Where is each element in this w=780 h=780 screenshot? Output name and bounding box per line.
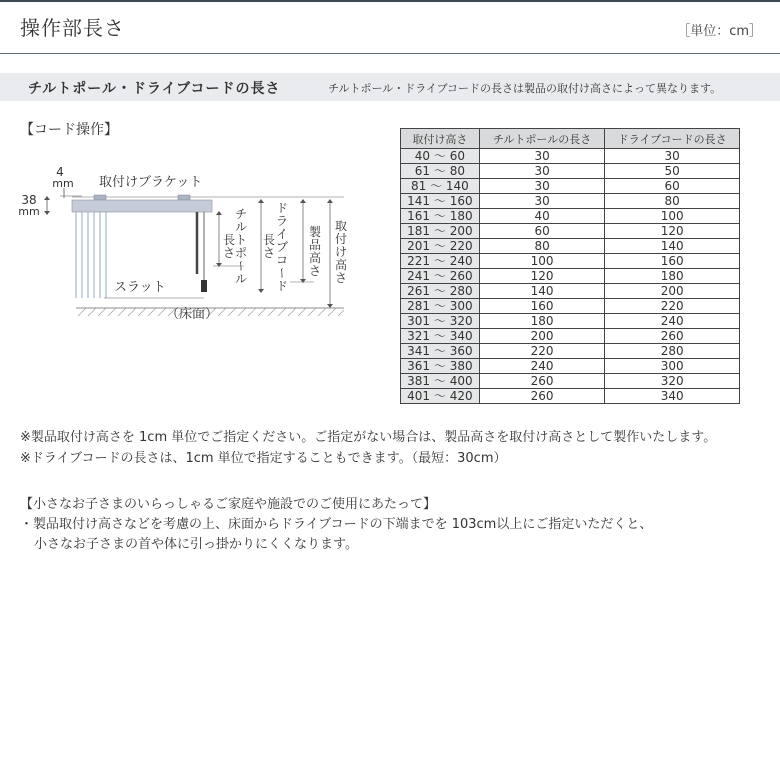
cell-tilt: 80 bbox=[479, 239, 605, 254]
svg-text:取: 取 bbox=[335, 219, 348, 233]
bracket-label: 取付けブラケット bbox=[99, 175, 203, 190]
cell-range: 321 ～ 340 bbox=[401, 329, 480, 344]
cell-range: 341 ～ 360 bbox=[401, 344, 480, 359]
cell-cord: 160 bbox=[605, 254, 740, 269]
table-row bbox=[401, 149, 740, 164]
table-row bbox=[401, 389, 740, 404]
bracket-right bbox=[178, 195, 190, 200]
cell-tilt: 260 bbox=[479, 389, 605, 404]
cell-range: 81 ～ 140 bbox=[401, 179, 480, 194]
cell-range: 241 ～ 260 bbox=[401, 269, 480, 284]
cell-tilt: 40 bbox=[479, 209, 605, 224]
table-row bbox=[401, 164, 740, 179]
section-label-cord-operation: 【コード操作】 bbox=[20, 122, 118, 138]
cell-cord: 100 bbox=[605, 209, 740, 224]
cell-tilt: 30 bbox=[479, 179, 605, 194]
table-row bbox=[401, 299, 740, 314]
header-mount-height: 取付け高さ bbox=[401, 129, 480, 149]
cell-range: 281 ～ 300 bbox=[401, 299, 480, 314]
svg-text:ル: ル bbox=[235, 272, 248, 286]
svg-text:ー: ー bbox=[234, 260, 248, 273]
svg-text:ー: ー bbox=[275, 267, 289, 280]
cell-cord: 140 bbox=[605, 239, 740, 254]
slats bbox=[76, 212, 106, 298]
cell-cord: 80 bbox=[605, 194, 740, 209]
cell-range: 361 ～ 380 bbox=[401, 359, 480, 374]
cell-tilt: 60 bbox=[479, 224, 605, 239]
cell-range: 181 ～ 200 bbox=[401, 224, 480, 239]
cell-range: 40 ～ 60 bbox=[401, 149, 480, 164]
svg-text:ド: ド bbox=[276, 201, 289, 215]
svg-text:コ: コ bbox=[276, 253, 289, 267]
table-row bbox=[401, 344, 740, 359]
cord-tassel bbox=[201, 280, 207, 292]
svg-text:ラ: ラ bbox=[276, 214, 289, 228]
svg-text:さ: さ bbox=[309, 264, 322, 278]
svg-text:ト: ト bbox=[235, 233, 248, 247]
cell-tilt: 30 bbox=[479, 194, 605, 209]
cell-cord: 180 bbox=[605, 269, 740, 284]
table-row bbox=[401, 194, 740, 209]
svg-text:長: 長 bbox=[223, 233, 236, 247]
dim-38-unit: mm bbox=[18, 205, 40, 218]
mount-height-label bbox=[335, 219, 347, 285]
cell-cord: 340 bbox=[605, 389, 740, 404]
safety-line-2: 小さなお子さまの首や体に引っ掛かりにくくなります。 bbox=[34, 537, 358, 552]
cell-tilt: 260 bbox=[479, 374, 605, 389]
table-row bbox=[401, 179, 740, 194]
cell-cord: 30 bbox=[605, 149, 740, 164]
table-row bbox=[401, 359, 740, 374]
dim-4-unit: mm bbox=[52, 177, 74, 190]
safety-line-1: ・製品取付け高さなどを考慮の上、床面からドライブコードの下端までを 103cm以上にご指定いただくと、 bbox=[20, 517, 653, 532]
bracket-left bbox=[94, 195, 106, 200]
cell-tilt: 240 bbox=[479, 359, 605, 374]
band-note: チルトポール・ドライブコードの長さは製品の取付け高さによって異なります。 bbox=[328, 82, 722, 95]
cell-cord: 50 bbox=[605, 164, 740, 179]
cell-tilt: 30 bbox=[479, 149, 605, 164]
cell-tilt: 200 bbox=[479, 329, 605, 344]
cell-cord: 200 bbox=[605, 284, 740, 299]
svg-text:ポ: ポ bbox=[235, 246, 248, 260]
table-row bbox=[401, 284, 740, 299]
band-title: チルトポール・ドライブコードの長さ bbox=[28, 81, 281, 97]
svg-text:高: 高 bbox=[309, 251, 322, 265]
svg-text:チ: チ bbox=[235, 207, 248, 221]
cell-range: 161 ～ 180 bbox=[401, 209, 480, 224]
product-height-label bbox=[309, 224, 321, 278]
svg-text:付: 付 bbox=[335, 232, 348, 246]
drive-cord-label bbox=[275, 201, 289, 293]
length-table bbox=[400, 128, 740, 404]
svg-text:品: 品 bbox=[309, 238, 322, 252]
cell-tilt: 120 bbox=[479, 269, 605, 284]
cell-tilt: 140 bbox=[479, 284, 605, 299]
svg-text:ル: ル bbox=[235, 220, 248, 234]
header-drive-cord-length: ドライブコードの長さ bbox=[605, 129, 740, 149]
cell-range: 261 ～ 280 bbox=[401, 284, 480, 299]
cell-range: 401 ～ 420 bbox=[401, 389, 480, 404]
table-row bbox=[401, 329, 740, 344]
note-cord-length: ※ドライブコードの長さは、1cm 単位で指定することもできます。（最短：30cm） bbox=[20, 451, 507, 466]
svg-text:さ: さ bbox=[335, 271, 348, 285]
notes bbox=[20, 427, 716, 469]
drive-length-label bbox=[263, 233, 275, 260]
cell-range: 201 ～ 220 bbox=[401, 239, 480, 254]
svg-text:長: 長 bbox=[263, 233, 276, 247]
slat-label: スラット bbox=[114, 280, 166, 295]
floor-label: （床面） bbox=[166, 307, 219, 322]
safety-title: 【小さなお子さまのいらっしゃるご家庭や施設でのご使用にあたって】 bbox=[20, 497, 437, 512]
section-band bbox=[0, 73, 780, 101]
cell-range: 221 ～ 240 bbox=[401, 254, 480, 269]
cell-cord: 300 bbox=[605, 359, 740, 374]
cell-tilt: 160 bbox=[479, 299, 605, 314]
cell-tilt: 220 bbox=[479, 344, 605, 359]
header bbox=[0, 2, 780, 54]
cell-cord: 260 bbox=[605, 329, 740, 344]
table-row bbox=[401, 224, 740, 239]
cell-cord: 60 bbox=[605, 179, 740, 194]
svg-text:け: け bbox=[335, 245, 348, 259]
note-mount-height: ※製品取付け高さを 1cm 単位でご指定ください。ご指定がない場合は、製品高さを取付け高さとして製作いたします。 bbox=[20, 430, 717, 445]
cell-range: 61 ～ 80 bbox=[401, 164, 480, 179]
svg-text:ブ: ブ bbox=[276, 240, 289, 254]
table-row bbox=[401, 254, 740, 269]
table-header-row bbox=[401, 129, 740, 149]
cell-range: 301 ～ 320 bbox=[401, 314, 480, 329]
cell-cord: 320 bbox=[605, 374, 740, 389]
table-row bbox=[401, 209, 740, 224]
cell-tilt: 30 bbox=[479, 164, 605, 179]
dim-38-label: 38 bbox=[21, 193, 37, 207]
cell-cord: 240 bbox=[605, 314, 740, 329]
table-row bbox=[401, 239, 740, 254]
cell-tilt: 180 bbox=[479, 314, 605, 329]
unit-note: ［単位：cm］ bbox=[677, 24, 762, 39]
blind-dimension-diagram bbox=[14, 160, 354, 330]
cell-cord: 120 bbox=[605, 224, 740, 239]
cell-cord: 280 bbox=[605, 344, 740, 359]
page-title: 操作部長さ bbox=[20, 16, 125, 40]
cell-cord: 220 bbox=[605, 299, 740, 314]
svg-text:高: 高 bbox=[335, 258, 348, 272]
tilt-pole-label bbox=[234, 207, 248, 286]
tilt-length-label bbox=[223, 233, 235, 260]
table-row bbox=[401, 269, 740, 284]
table-row bbox=[401, 314, 740, 329]
svg-text:ド: ド bbox=[276, 279, 289, 293]
cell-tilt: 100 bbox=[479, 254, 605, 269]
child-safety-notice bbox=[20, 495, 652, 555]
header-tilt-pole-length: チルトポールの長さ bbox=[479, 129, 605, 149]
head-rail bbox=[72, 200, 212, 212]
svg-text:さ: さ bbox=[263, 246, 276, 260]
table-row bbox=[401, 374, 740, 389]
cell-range: 141 ～ 160 bbox=[401, 194, 480, 209]
dim-4-label: 4 bbox=[56, 165, 64, 179]
svg-text:イ: イ bbox=[276, 227, 289, 241]
svg-text:さ: さ bbox=[223, 246, 236, 260]
svg-text:製: 製 bbox=[309, 225, 322, 239]
cell-range: 381 ～ 400 bbox=[401, 374, 480, 389]
